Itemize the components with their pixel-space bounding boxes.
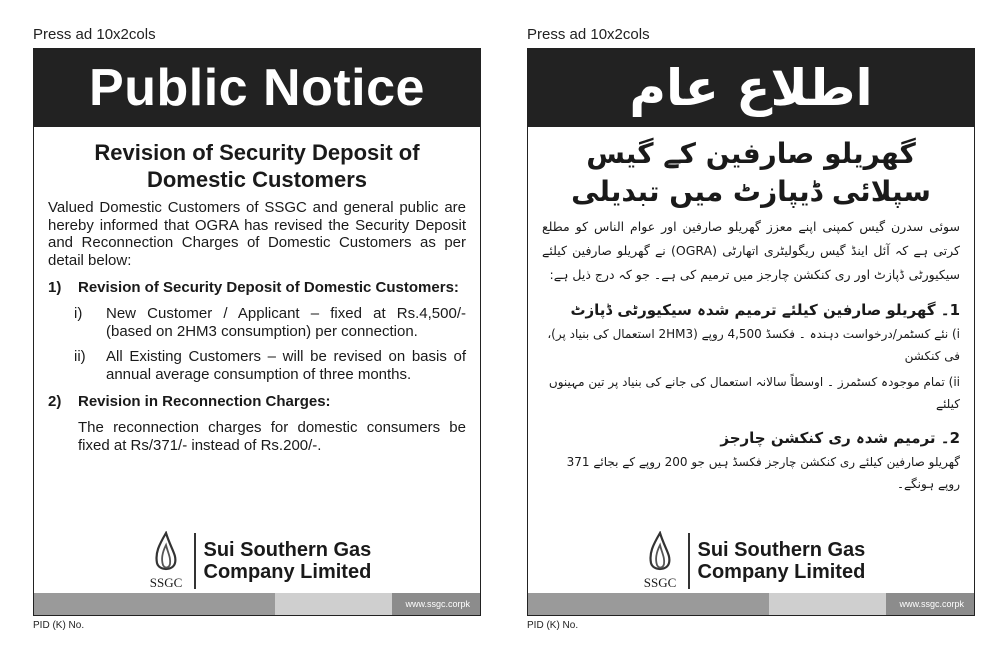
sub-text: New Customer / Applicant – fixed at Rs.4,500/- (based on 2HM3 consumption) per connection. — [106, 305, 466, 340]
notice-heading: Revision of Security Deposit of Domestic Customers — [94, 140, 420, 192]
urdu-section-2: 2۔ ترمیم شدہ ری کنکشن چارجز — [720, 429, 960, 447]
company-line-1: Sui Southern Gas — [203, 539, 372, 561]
sub-text: All Existing Customers – will be revised on basis of annual average consumption of three months. — [106, 348, 466, 383]
section-title: Revision in Reconnection Charges: — [78, 393, 331, 410]
urdu-section-1: 1۔ گھریلو صارفین کیلئے ترمیم شدہ سیکیورٹی ڈپازٹ — [570, 301, 960, 319]
urdu-intro: سوئی سدرن گیس کمپنی اپنے معزز گھریلو صارفین اور عوام الناس کو مطلع کرتی ہے کہ آئل اینڈ گیس ریگولیٹری اتھارٹی (OGRA) نے گھریلو صارفین کیلئے سیکیورٹی ڈپازٹ اور ری کنکشن چارجز میں ترمیم کی ہے۔ جو کہ درج ذیل ہے: — [542, 219, 961, 282]
ssgc-logo — [144, 525, 371, 597]
press-ad-label-left: Press ad 10x2cols — [33, 26, 156, 43]
flame-icon — [645, 531, 675, 575]
website-text: www.ssgc.corpk — [886, 593, 974, 615]
logo-mark-text: SSGC — [149, 575, 183, 590]
section-1 — [48, 279, 466, 297]
section-number: 2) — [48, 393, 62, 410]
banner-title-urdu: اطلاع عام — [629, 59, 873, 117]
urdu-line-2: ii) تمام موجودہ کسٹمرز ۔ اوسطاً سالانہ استعمال کی جانے کی بنیاد پر تین مہینوں کیلئے — [548, 375, 960, 411]
sub-number: ii) — [74, 348, 86, 365]
urdu-heading: گھریلو صارفین کے گیس سپلائی ڈیپازٹ میں تبدیلی — [571, 137, 931, 208]
footer-bar — [528, 593, 974, 615]
footer-block-2 — [769, 593, 886, 615]
company-line-2: Company Limited — [697, 561, 866, 583]
banner-right — [528, 49, 974, 127]
sub-number: i) — [74, 305, 83, 322]
logo-divider — [194, 533, 196, 589]
website-text: www.ssgc.corpk — [392, 593, 480, 615]
urdu-line-3: گھریلو صارفین کیلئے ری کنکشن چارجز فکسڈ ہیں جو 200 روپے کے بجائے 371 روپے ہونگے۔ — [566, 455, 960, 491]
footer-block-1 — [528, 593, 769, 615]
urdu-line-1: i) نئے کسٹمر/درخواست دہندہ ۔ فکسڈ 4,500 روپے (2HM3 استعمال کی بنیاد پر)، فی کنکشن — [547, 327, 960, 363]
pid-label-right: PID (K) No. — [527, 620, 579, 631]
flame-icon — [151, 531, 181, 575]
banner-title: Public Notice — [89, 59, 425, 117]
ssgc-logo-right — [638, 525, 865, 597]
pid-label-left: PID (K) No. — [33, 620, 85, 631]
footer-block-1 — [34, 593, 275, 615]
company-name — [698, 539, 866, 583]
company-name — [204, 539, 372, 583]
footer-bar — [34, 593, 480, 615]
logo-mark-text: SSGC — [643, 575, 677, 590]
flame-mark — [144, 531, 188, 591]
sub-item-i — [74, 305, 466, 340]
press-ad-label-right: Press ad 10x2cols — [527, 26, 650, 43]
banner-left — [34, 49, 480, 127]
section-title: Revision of Security Deposit of Domestic Customers: — [78, 279, 459, 296]
urdu-notice — [527, 48, 975, 616]
section-number: 1) — [48, 279, 62, 296]
notice-intro: Valued Domestic Customers of SSGC and general public are hereby informed that OGRA has revised the Security Deposit and Reconnection Charges of Domestic Customers as per detail below: — [48, 199, 466, 269]
reconnection-text: The reconnection charges for domestic consumers be fixed at Rs/371/- instead of Rs.200/-. — [78, 419, 466, 454]
company-line-1: Sui Southern Gas — [697, 539, 866, 561]
english-notice — [33, 48, 481, 616]
section-2 — [48, 393, 466, 411]
sub-item-ii — [74, 348, 466, 383]
logo-divider — [688, 533, 690, 589]
footer-block-2 — [275, 593, 392, 615]
flame-mark — [638, 531, 682, 591]
company-line-2: Company Limited — [203, 561, 372, 583]
